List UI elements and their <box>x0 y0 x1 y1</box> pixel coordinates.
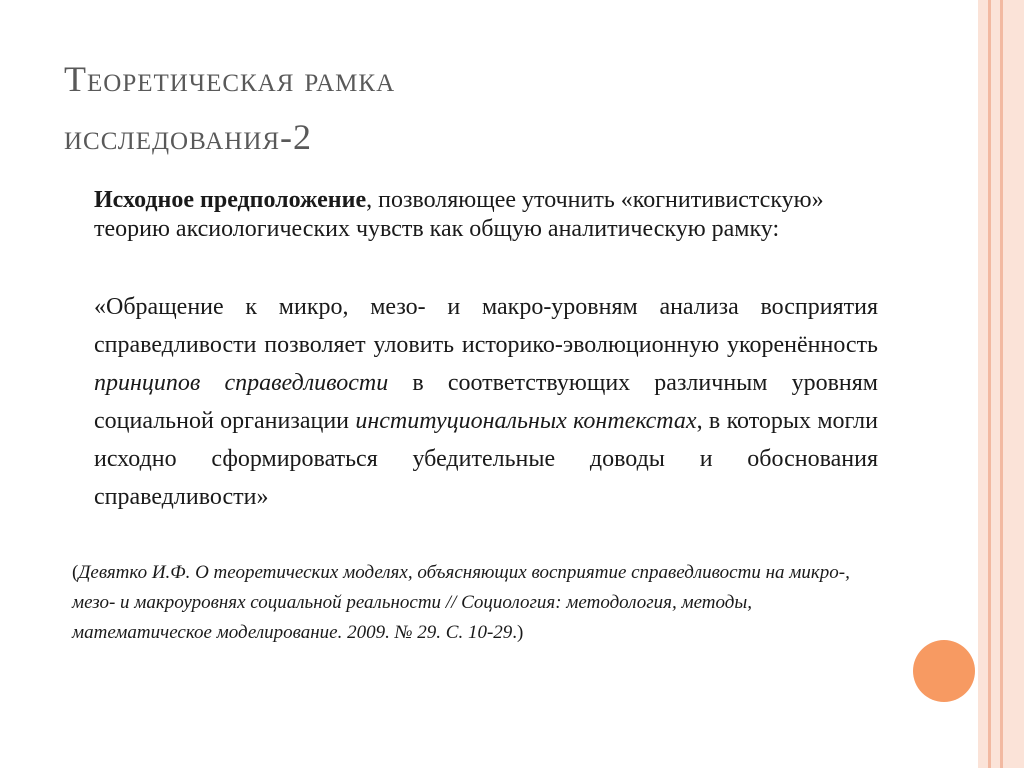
slide-title <box>64 50 944 166</box>
intro-paragraph <box>94 186 884 244</box>
decorative-stripe <box>978 0 988 768</box>
slide-title-line-2: исследования-2 <box>64 117 313 157</box>
citation <box>72 558 872 648</box>
quote-italic-1: принципов справедливости <box>94 370 389 396</box>
citation-open: ( <box>72 562 79 583</box>
intro-bold-term: Исходное предположение <box>94 187 367 213</box>
quote-text-2: в соответствующих различным уровням социальной организации <box>94 370 878 434</box>
citation-close: .) <box>512 622 524 643</box>
intro-text: , позволяющее уточнить «когнитивистскую» теорию аксиологических чувств как общую аналитическую рамку: <box>94 187 824 242</box>
quote-text-1: «Обращение к микро, мезо- и макро-уровням анализа восприятия справедливости позволяет уловить историко-эволюционную укоренённость <box>94 294 878 358</box>
decorative-circle <box>913 640 975 702</box>
citation-text: Девятко И.Ф. О теоретических моделях, объясняющих восприятие справедливости на микро-, мезо- и макроуровнях социальной реальности // Социология: методология, методы, математическое моделирование. 2009. № 29. С. 10-29 <box>72 562 850 643</box>
quote-text-3: , в которых могли исходно сформироваться убедительные доводы и обоснования справедливости» <box>94 408 879 510</box>
decorative-stripe <box>1003 0 1024 768</box>
slide-title-line-1: Теоретическая рамка <box>64 59 396 99</box>
quote-italic-2: институциональных контекстах <box>355 408 697 434</box>
quote-paragraph <box>94 288 878 516</box>
decorative-stripe <box>991 0 1000 768</box>
